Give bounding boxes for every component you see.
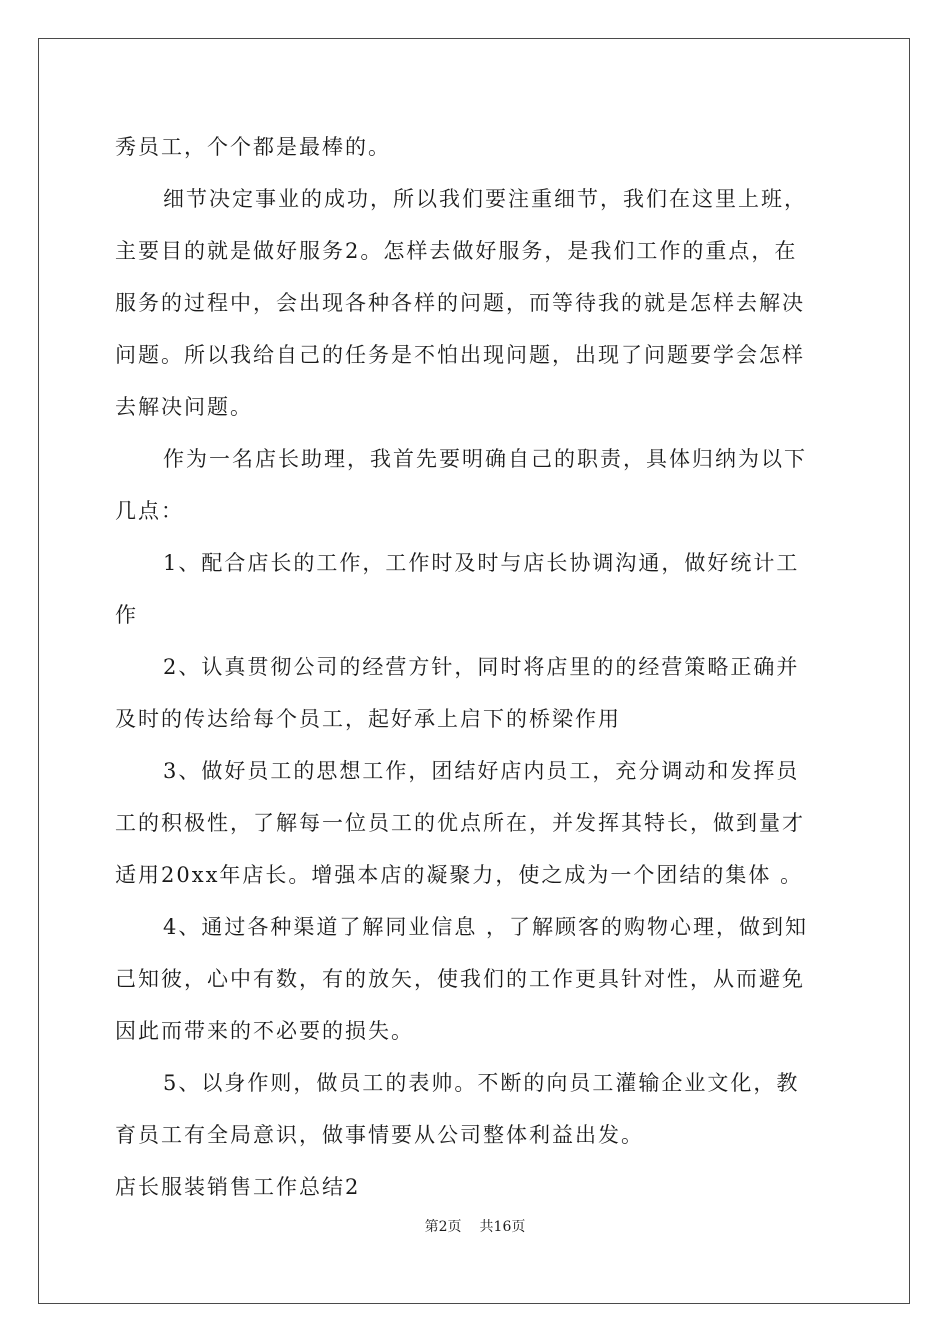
paragraph-start: 作为一名店长助理，我首先要明确自己的职责，具体归纳为以下 bbox=[163, 447, 807, 471]
text-line: 适用20xx年店长。增强本店的凝聚力，使之成为一个团结的集体 。 bbox=[115, 863, 804, 887]
text-line: 作 bbox=[115, 603, 138, 627]
list-item-3: 3、做好员工的思想工作，团结好店内员工，充分调动和发挥员 bbox=[163, 759, 800, 783]
list-item-1: 1、配合店长的工作，工作时及时与店长协调沟通，做好统计工 bbox=[163, 551, 800, 575]
list-item-5: 5、以身作则，做员工的表帅。不断的向员工灌输企业文化，教 bbox=[163, 1071, 800, 1095]
text-line: 问题。所以我给自己的任务是不怕出现问题，出现了问题要学会怎样 bbox=[115, 343, 805, 367]
text-line: 工的积极性，了解每一位员工的优点所在，并发挥其特长，做到量才 bbox=[115, 811, 805, 835]
text-line: 及时的传达给每个员工，起好承上启下的桥梁作用 bbox=[115, 707, 621, 731]
page-number: 第2页 bbox=[424, 1219, 462, 1235]
paragraph-start: 细节决定事业的成功，所以我们要注重细节，我们在这里上班， bbox=[163, 187, 807, 211]
section-heading: 店长服装销售工作总结2 bbox=[115, 1175, 361, 1199]
page-footer bbox=[0, 1218, 950, 1236]
text-line: 服务的过程中，会出现各种各样的问题，而等待我的就是怎样去解决 bbox=[115, 291, 805, 315]
text-line: 因此而带来的不必要的损失。 bbox=[115, 1019, 414, 1043]
text-line: 几点： bbox=[115, 499, 184, 523]
text-line: 去解决问题。 bbox=[115, 395, 253, 419]
text-line: 秀员工，个个都是最棒的。 bbox=[115, 135, 391, 159]
list-item-2: 2、认真贯彻公司的经营方针，同时将店里的的经营策略正确并 bbox=[163, 655, 800, 679]
list-item-4: 4、通过各种渠道了解同业信息 ，了解顾客的购物心理，做到知 bbox=[163, 915, 809, 939]
text-line: 主要目的就是做好服务2。怎样去做好服务，是我们工作的重点，在 bbox=[115, 239, 798, 263]
text-line: 己知彼，心中有数，有的放矢，使我们的工作更具针对性，从而避免 bbox=[115, 967, 805, 991]
text-line: 育员工有全局意识，做事情要从公司整体利益出发。 bbox=[115, 1123, 644, 1147]
page-total: 共16页 bbox=[479, 1219, 526, 1235]
